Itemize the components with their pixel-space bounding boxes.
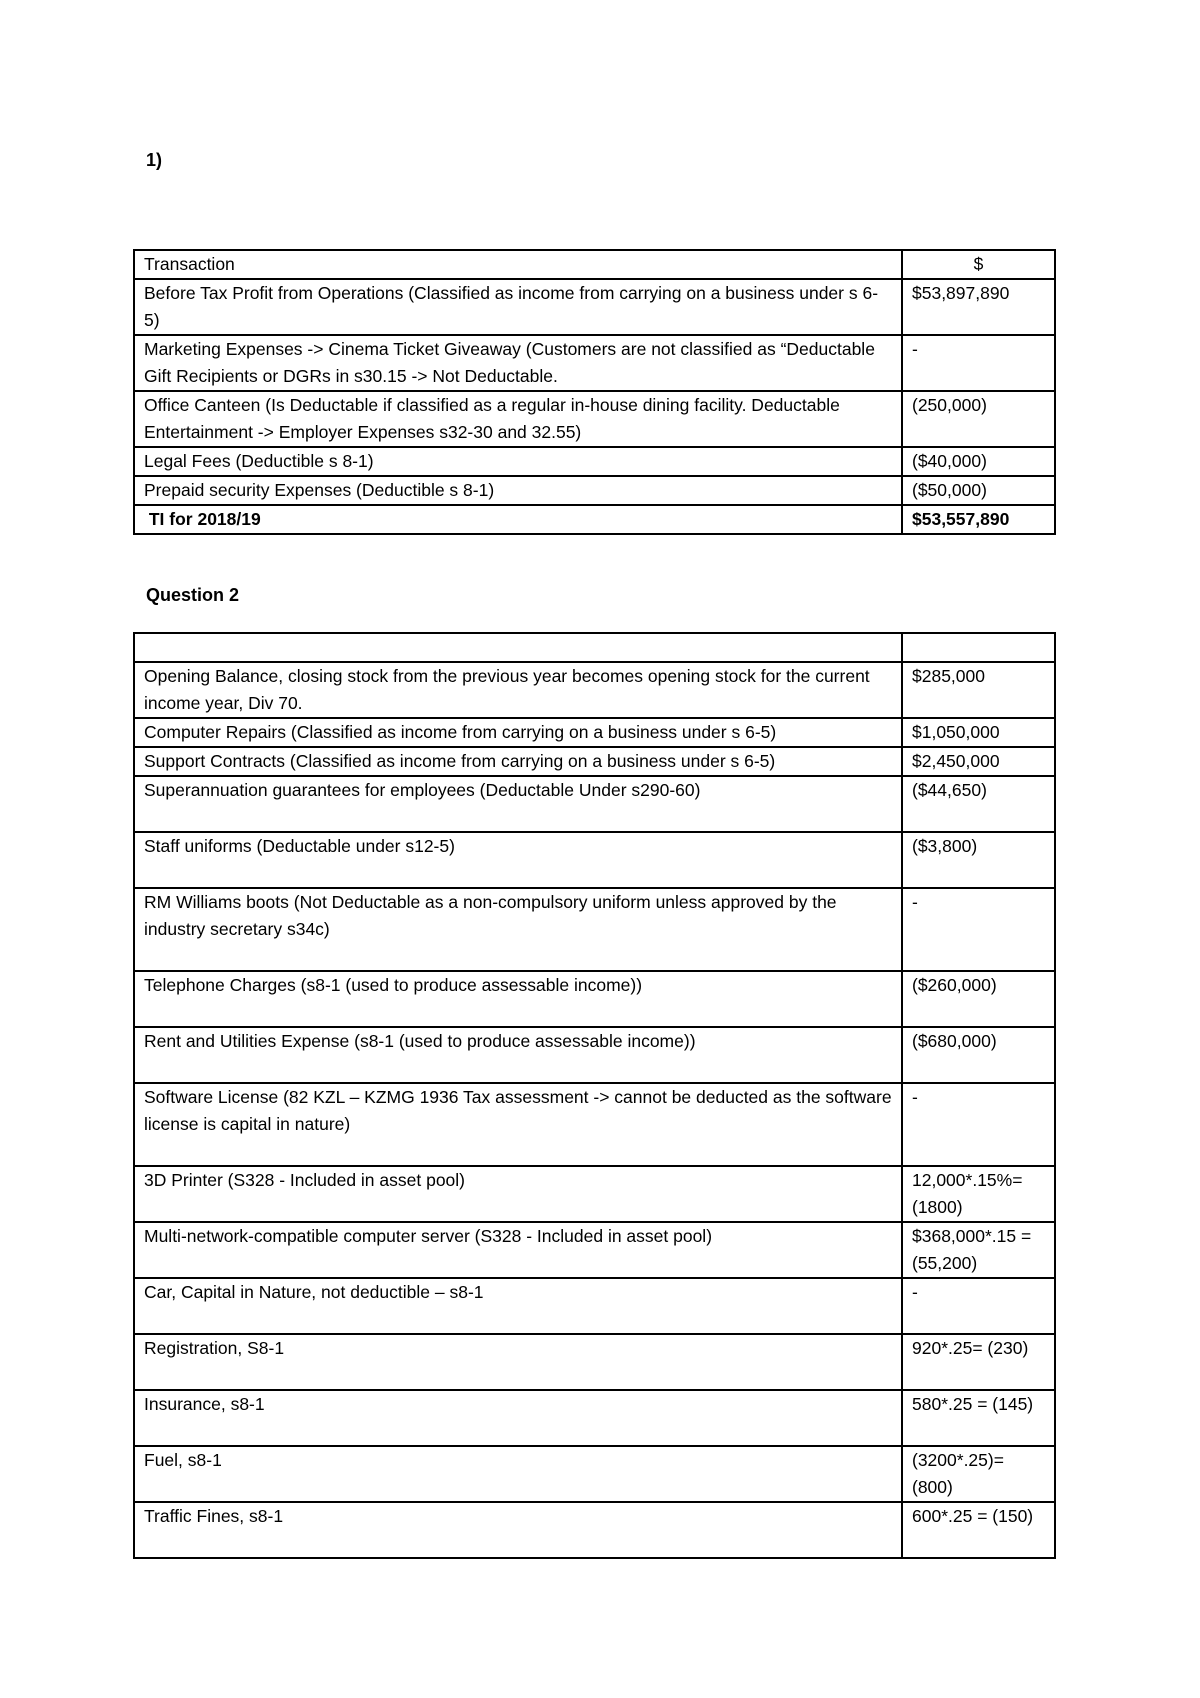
row-label: Insurance, s8-1 <box>134 1390 902 1446</box>
row-label: Support Contracts (Classified as income from carrying on a business under s 6-5) <box>134 747 902 776</box>
row-amount: 920*.25= (230) <box>902 1334 1055 1390</box>
row-label: Marketing Expenses -> Cinema Ticket Giveaway (Customers are not classified as “Deductable Gift Recipients or DGRs in s30.15 -> Not Deductable. <box>134 335 902 391</box>
row-label: Multi-network-compatible computer server (S328 - Included in asset pool) <box>134 1222 902 1278</box>
row-amount: ($50,000) <box>902 476 1055 505</box>
table-row <box>134 662 1055 718</box>
row-label: Traffic Fines, s8-1 <box>134 1502 902 1558</box>
table-row <box>134 391 1055 447</box>
table-row <box>134 888 1055 971</box>
table-row <box>134 1027 1055 1083</box>
header-amount: $ <box>902 250 1055 279</box>
row-amount: ($3,800) <box>902 832 1055 888</box>
row-amount <box>902 633 1055 662</box>
row-label: Rent and Utilities Expense (s8-1 (used to produce assessable income)) <box>134 1027 902 1083</box>
row-label: Registration, S8-1 <box>134 1334 902 1390</box>
question-2-heading: Question 2 <box>146 585 240 605</box>
row-amount: ($44,650) <box>902 776 1055 832</box>
row-amount: - <box>902 1083 1055 1166</box>
row-amount: 12,000*.15%= (1800) <box>902 1166 1055 1222</box>
row-amount: $285,000 <box>902 662 1055 718</box>
row-amount: $53,897,890 <box>902 279 1055 335</box>
table-row <box>134 747 1055 776</box>
row-amount: $2,450,000 <box>902 747 1055 776</box>
row-label: Telephone Charges (s8-1 (used to produce assessable income)) <box>134 971 902 1027</box>
row-amount: ($260,000) <box>902 971 1055 1027</box>
row-amount: (3200*.25)= (800) <box>902 1446 1055 1502</box>
table-row <box>134 476 1055 505</box>
table-row <box>134 279 1055 335</box>
row-label <box>134 633 902 662</box>
table-row <box>134 1083 1055 1166</box>
row-label: Legal Fees (Deductible s 8-1) <box>134 447 902 476</box>
row-amount: ($680,000) <box>902 1027 1055 1083</box>
row-label: RM Williams boots (Not Deductable as a non-compulsory uniform unless approved by the industry secretary s34c) <box>134 888 902 971</box>
table-row <box>134 832 1055 888</box>
row-amount: ($40,000) <box>902 447 1055 476</box>
row-amount: (250,000) <box>902 391 1055 447</box>
row-label: Office Canteen (Is Deductable if classified as a regular in-house dining facility. Deductable Entertainment -> Employer Expenses s32-30 and 32.55) <box>134 391 902 447</box>
table-row <box>134 335 1055 391</box>
header-transaction: Transaction <box>134 250 902 279</box>
question-1-table <box>133 249 1056 535</box>
row-label: Software License (82 KZL – KZMG 1936 Tax assessment -> cannot be deducted as the software license is capital in nature) <box>134 1083 902 1166</box>
table-row <box>134 1334 1055 1390</box>
question-2-table <box>133 632 1056 1559</box>
row-label: Computer Repairs (Classified as income from carrying on a business under s 6-5) <box>134 718 902 747</box>
table-row <box>134 1278 1055 1334</box>
table-row <box>134 1166 1055 1222</box>
row-label: Car, Capital in Nature, not deductible – s8-1 <box>134 1278 902 1334</box>
table-row <box>134 776 1055 832</box>
row-label: Before Tax Profit from Operations (Classified as income from carrying on a business under s 6-5) <box>134 279 902 335</box>
row-amount: - <box>902 888 1055 971</box>
row-amount: $368,000*.15 =(55,200) <box>902 1222 1055 1278</box>
row-amount: - <box>902 335 1055 391</box>
table-row <box>134 1446 1055 1502</box>
row-label: Staff uniforms (Deductable under s12-5) <box>134 832 902 888</box>
row-label: Prepaid security Expenses (Deductible s 8-1) <box>134 476 902 505</box>
row-amount: $1,050,000 <box>902 718 1055 747</box>
table-row <box>134 971 1055 1027</box>
row-label: Fuel, s8-1 <box>134 1446 902 1502</box>
table-row <box>134 1502 1055 1558</box>
row-label: 3D Printer (S328 - Included in asset pool) <box>134 1166 902 1222</box>
total-amount: $53,557,890 <box>902 505 1055 534</box>
row-label: Opening Balance, closing stock from the previous year becomes opening stock for the current income year, Div 70. <box>134 662 902 718</box>
table-header-row <box>134 250 1055 279</box>
total-row <box>134 505 1055 534</box>
table-row <box>134 1222 1055 1278</box>
table-row <box>134 447 1055 476</box>
row-amount: 580*.25 = (145) <box>902 1390 1055 1446</box>
question-1-heading: 1) <box>146 150 163 170</box>
table-row <box>134 718 1055 747</box>
total-label: TI for 2018/19 <box>134 505 902 534</box>
row-label: Superannuation guarantees for employees (Deductable Under s290-60) <box>134 776 902 832</box>
table-row <box>134 633 1055 662</box>
table-row <box>134 1390 1055 1446</box>
row-amount: - <box>902 1278 1055 1334</box>
row-amount: 600*.25 = (150) <box>902 1502 1055 1558</box>
